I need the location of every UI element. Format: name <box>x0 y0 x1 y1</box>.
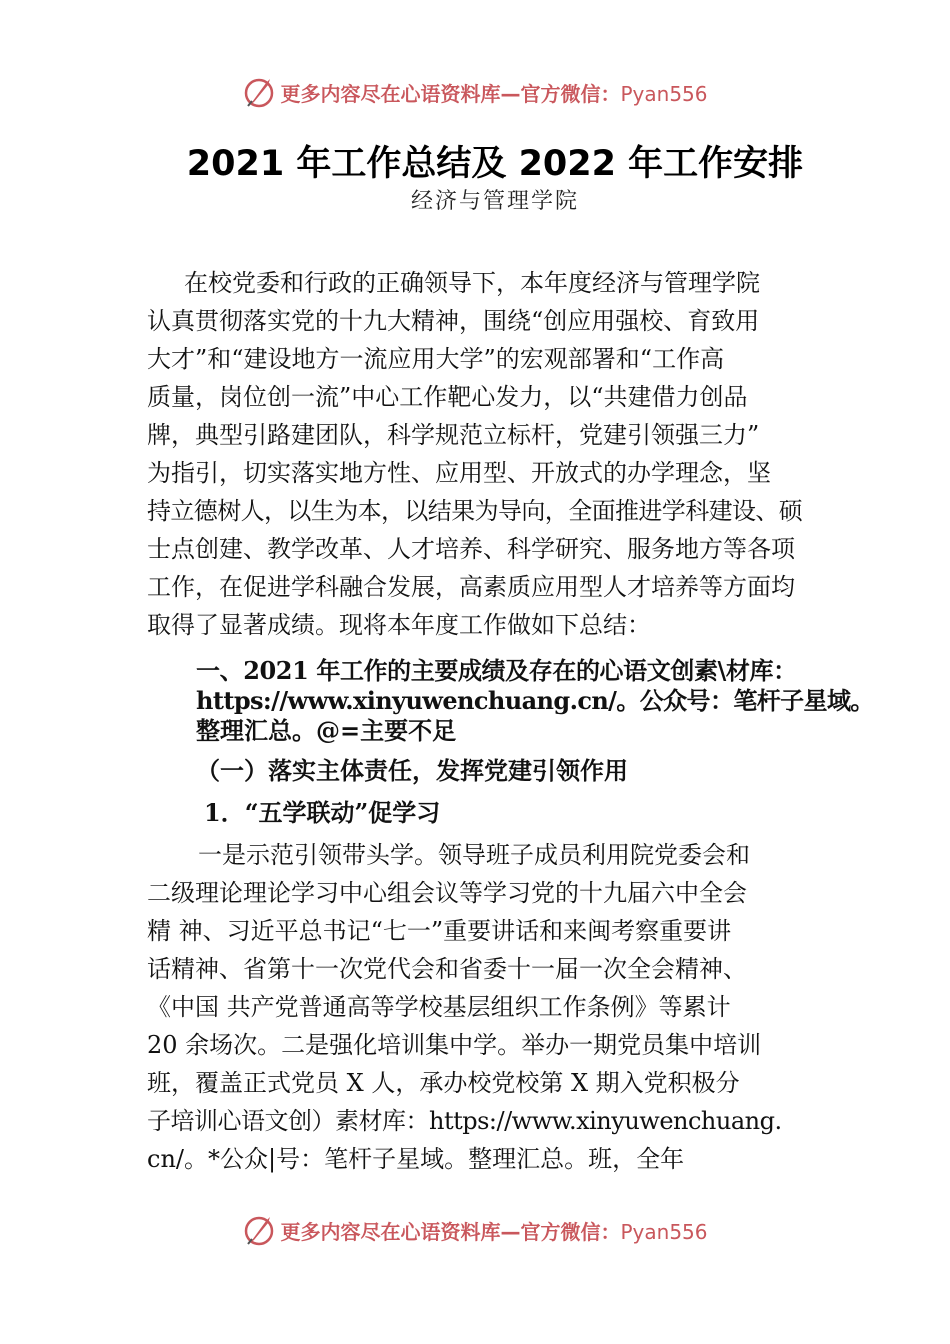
item-heading: 1．“五学联动”促学习 <box>204 798 441 827</box>
quill-pen-logo-icon <box>242 75 276 109</box>
paragraph-line: 为指引，切实落实地方性、应用型、开放式的办学理念，坚 <box>147 459 771 487</box>
document-title: 2021 年工作总结及 2022 年工作安排 <box>186 144 804 184</box>
paragraph-line: 工作，在促进学科融合发展，高素质应用型人才培养等方面均 <box>147 573 795 601</box>
banner-text: 更多内容尽在心语资料库—官方微信：Pyan556 <box>280 81 708 106</box>
paragraph-line: 一是示范引领带头学。领导班子成员利用院党委会和 <box>198 841 750 869</box>
paragraph-line: 精 神、习近平总书记“七一”重要讲话和来闽考察重要讲 <box>147 917 732 945</box>
quill-pen-logo-icon <box>242 1213 276 1247</box>
header-watermark-banner <box>0 72 950 112</box>
paragraph-line: 20 余场次。二是强化培训集中学。举办一期党员集中培训 <box>147 1031 762 1059</box>
paragraph-line: 持立德树人，以生为本，以结果为导向，全面推进学科建设、硕 <box>147 497 803 525</box>
section-heading: 整理汇总。@=主要不足 <box>196 716 457 745</box>
paragraph-line: 大才”和“建设地方一流应用大学”的宏观部署和“工作高 <box>147 345 725 373</box>
section-heading: 一、2021 年工作的主要成绩及存在的心语文创素\材库： <box>196 656 797 685</box>
footer-watermark-banner <box>0 1210 950 1250</box>
paragraph-line: 认真贯彻落实党的十九大精神，围绕“创应用强校、育致用 <box>147 307 760 335</box>
paragraph-line: 在校党委和行政的正确领导下，本年度经济与管理学院 <box>184 269 760 297</box>
paragraph-line: 士点创建、教学改革、人才培养、科学研究、服务地方等各项 <box>147 535 795 563</box>
paragraph-line: 质量，岗位创一流”中心工作靶心发力，以“共建借力创品 <box>147 383 748 411</box>
wechat-id: Pyan556 <box>620 1219 708 1244</box>
subsection-heading: （一）落实主体责任，发挥党建引领作用 <box>196 756 628 785</box>
document-subtitle: 经济与管理学院 <box>410 189 579 214</box>
paragraph-line: cn/。*公众|号：笔杆子星域。整理汇总。班，全年 <box>147 1145 685 1173</box>
paragraph-line: 二级理论理论学习中心组会议等学习党的十九届六中全会 <box>147 879 747 907</box>
banner-text: 更多内容尽在心语资料库—官方微信：Pyan556 <box>280 1219 708 1244</box>
section-heading: https://www.xinyuwenchuang.cn/。公众号：笔杆子星域。 <box>196 686 874 715</box>
paragraph-line: 牌，典型引路建团队，科学规范立标杆，党建引领强三力” <box>147 421 760 449</box>
paragraph-line: 《中国 共产党普通高等学校基层组织工作条例》等累计 <box>147 993 731 1021</box>
paragraph-line: 班，覆盖正式党员 X 人，承办校党校第 X 期入党积极分 <box>147 1069 740 1097</box>
paragraph-line: 取得了显著成绩。现将本年度工作做如下总结： <box>147 611 651 639</box>
wechat-id: Pyan556 <box>620 81 708 106</box>
paragraph-line: 话精神、省第十一次党代会和省委十一届一次全会精神、 <box>147 955 747 983</box>
paragraph-line: 子培训心语文创）素材库：https://www.xinyuwenchuang. <box>147 1107 782 1135</box>
